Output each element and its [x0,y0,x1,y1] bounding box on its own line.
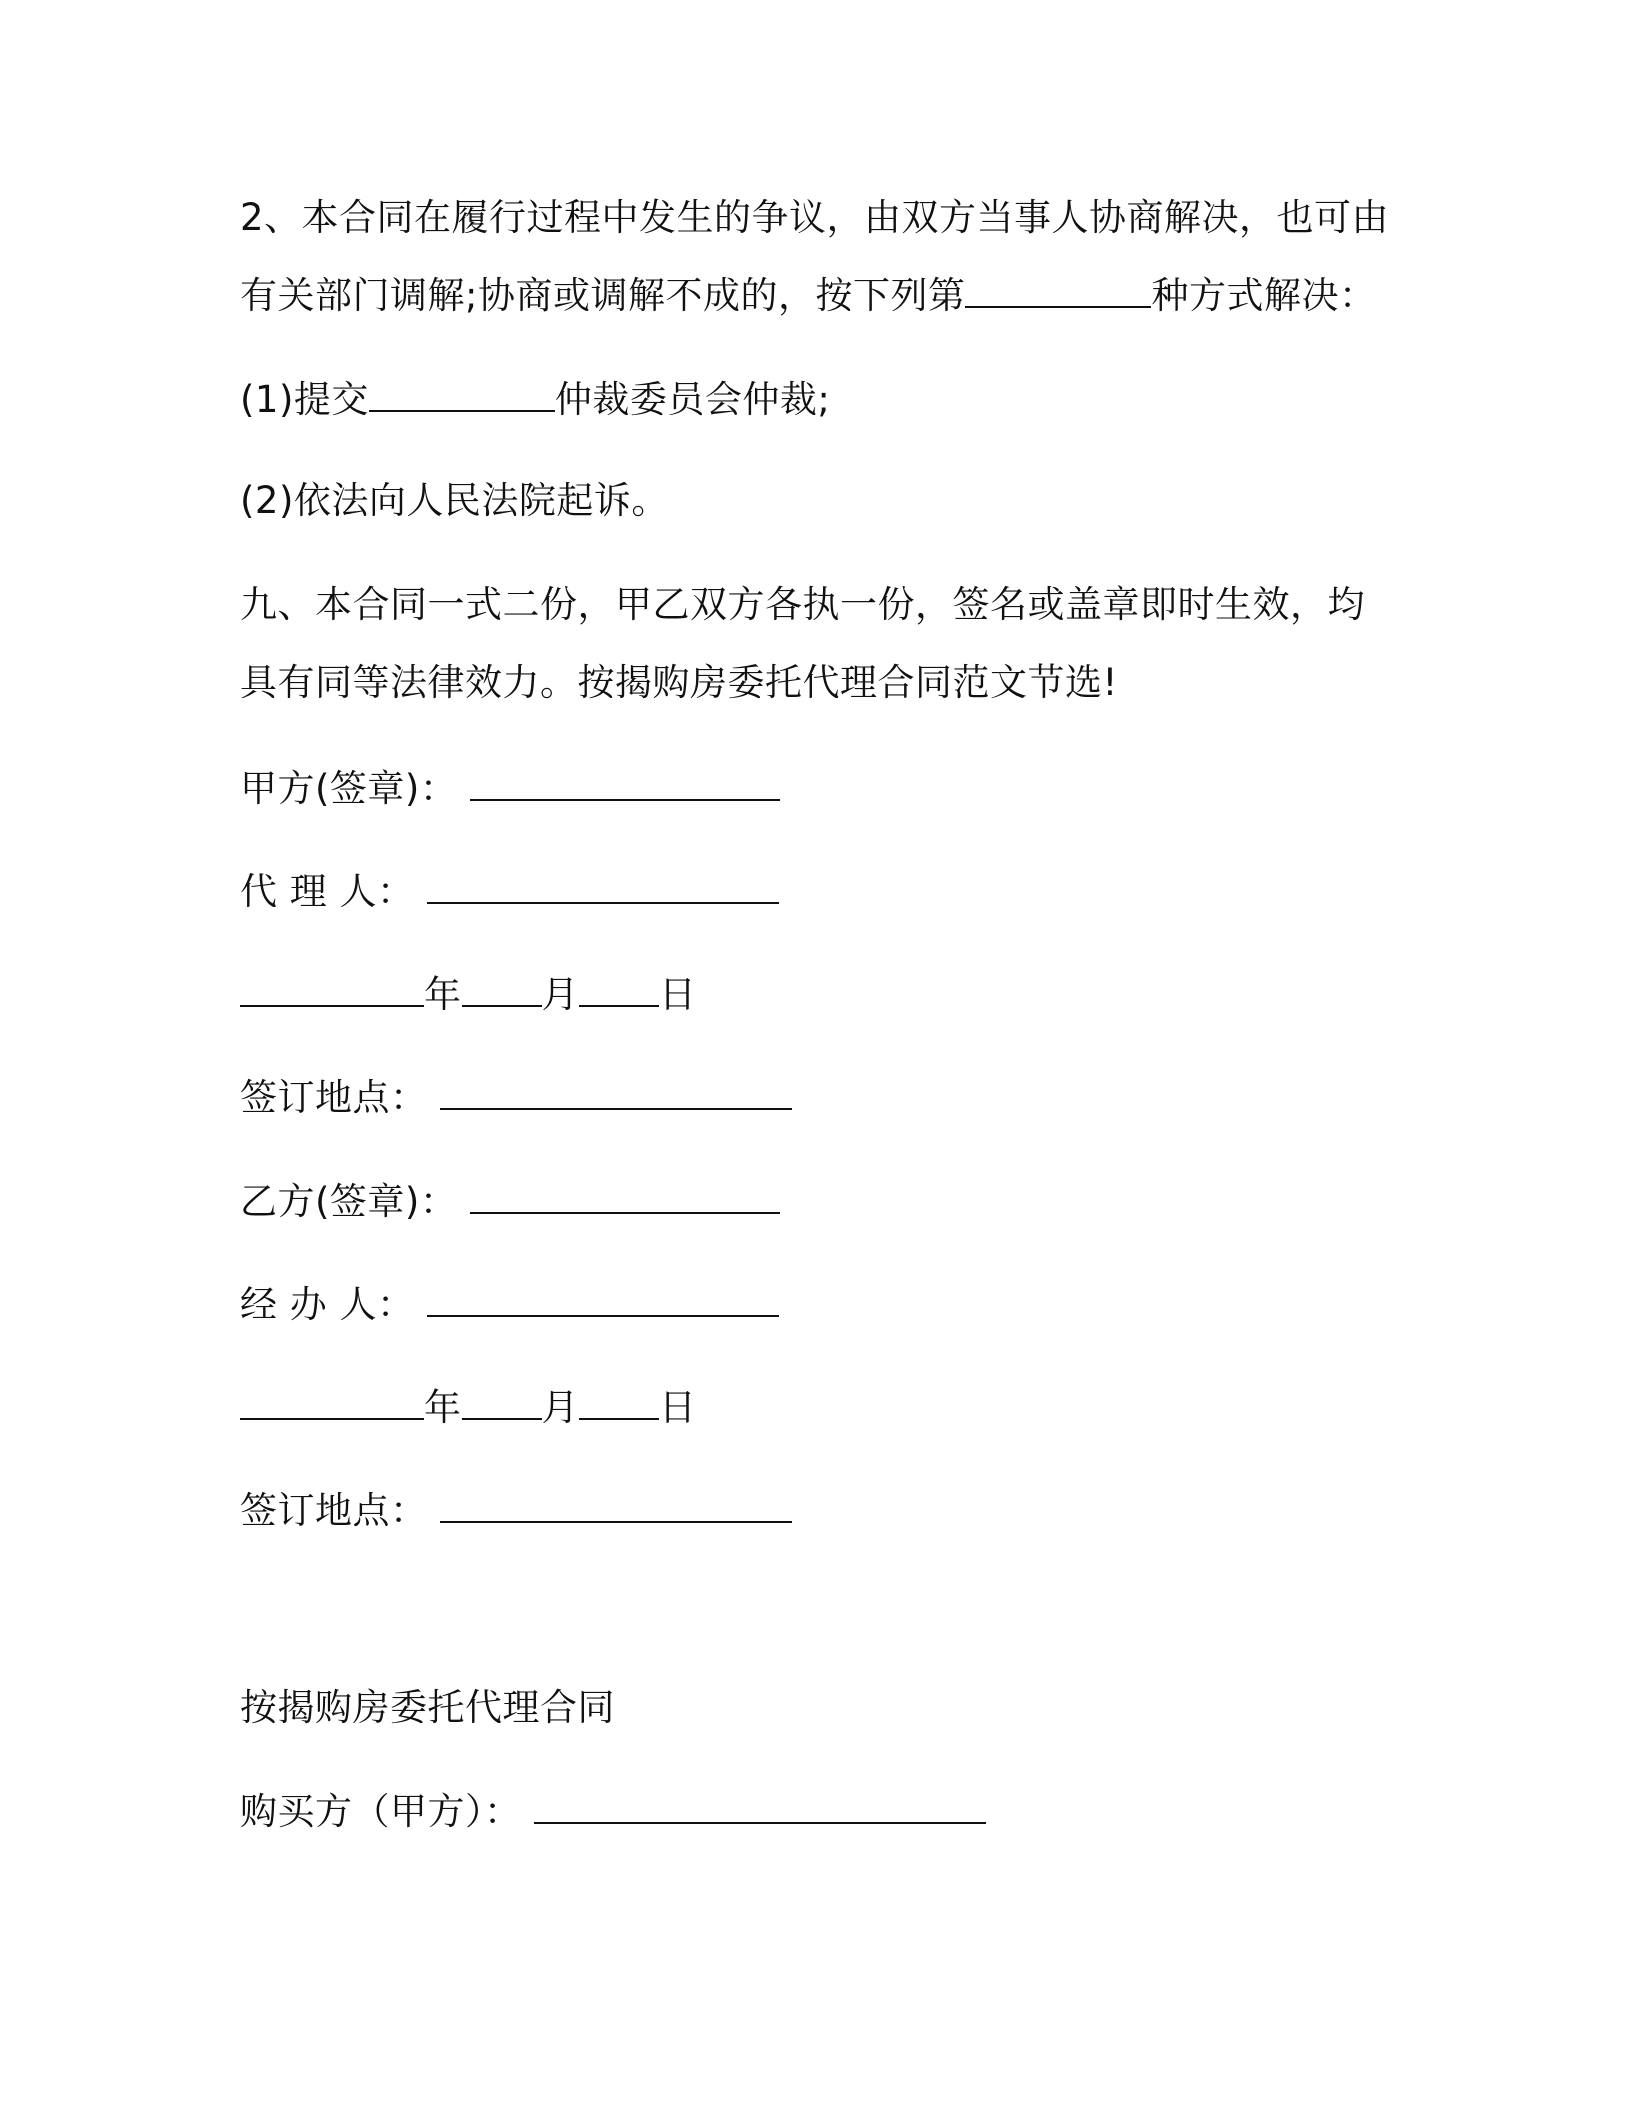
party-b-year-label: 年 [424,1386,462,1429]
option-2-text: (2)依法向人民法院起诉。 [240,479,669,522]
party-b-sign-line [240,1176,780,1227]
party-a-year-blank[interactable] [240,969,424,1007]
party-b-place-blank[interactable] [440,1485,792,1523]
party-b-place-label: 签订地点： [240,1489,428,1532]
party-a-sign-line [240,763,780,814]
option-1-suffix: 仲裁委员会仲裁; [554,378,831,421]
party-a-place-line [240,1072,792,1123]
party-b-sign-label: 乙方(签章)： [240,1180,458,1223]
party-a-sign-blank[interactable] [470,763,780,801]
party-a-place-label: 签订地点： [240,1076,428,1119]
buyer-line [240,1786,986,1837]
clause-8-2-text-2b: 种方式解决： [1151,274,1377,317]
party-a-month-blank[interactable] [462,969,542,1007]
party-a-year-label: 年 [424,973,462,1016]
party-a-sign-label: 甲方(签章)： [240,767,458,810]
party-b-place-line [240,1485,792,1536]
party-b-handler-line [240,1279,779,1330]
clause-9-line-1 [240,580,1365,630]
party-a-month-label: 月 [541,973,579,1016]
party-b-handler-label: 经 办 人： [240,1283,415,1326]
clause-8-2-line-1 [240,193,1389,243]
party-b-month-blank[interactable] [462,1382,542,1420]
second-contract-title: 按揭购房委托代理合同 [240,1686,615,1729]
party-b-month-label: 月 [541,1386,579,1429]
party-b-date-line [240,1382,697,1433]
party-a-place-blank[interactable] [440,1072,792,1110]
party-a-day-blank[interactable] [579,969,659,1007]
second-contract-title-line [240,1683,615,1733]
party-b-handler-blank[interactable] [427,1279,779,1317]
party-b-day-label: 日 [659,1386,697,1429]
buyer-blank[interactable] [534,1786,986,1824]
party-b-day-blank[interactable] [579,1382,659,1420]
buyer-label: 购买方（甲方）： [240,1790,522,1833]
clause-9-text-1: 九、本合同一式二份，甲乙双方各执一份，签名或盖章即时生效，均 [240,583,1365,626]
party-b-sign-blank[interactable] [470,1176,780,1214]
method-number-blank[interactable] [965,270,1151,308]
option-1-prefix: (1)提交 [240,378,369,421]
clause-9-line-2 [240,658,1118,708]
party-a-agent-line [240,866,779,917]
option-1-line [240,374,830,425]
party-a-date-line [240,969,697,1020]
clause-8-2-line-2 [240,270,1376,321]
party-b-year-blank[interactable] [240,1382,424,1420]
party-a-agent-blank[interactable] [427,866,779,904]
party-a-agent-label: 代 理 人： [240,870,415,913]
clause-8-2-text-2a: 有关部门调解;协商或调解不成的，按下列第 [240,274,966,317]
clause-9-text-2: 具有同等法律效力。按揭购房委托代理合同范文节选! [240,661,1118,704]
clause-8-2-text-1: 2、本合同在履行过程中发生的争议，由双方当事人协商解决，也可由 [240,196,1390,239]
option-2-line [240,476,669,526]
arbitration-committee-blank[interactable] [369,374,555,412]
party-a-day-label: 日 [659,973,697,1016]
